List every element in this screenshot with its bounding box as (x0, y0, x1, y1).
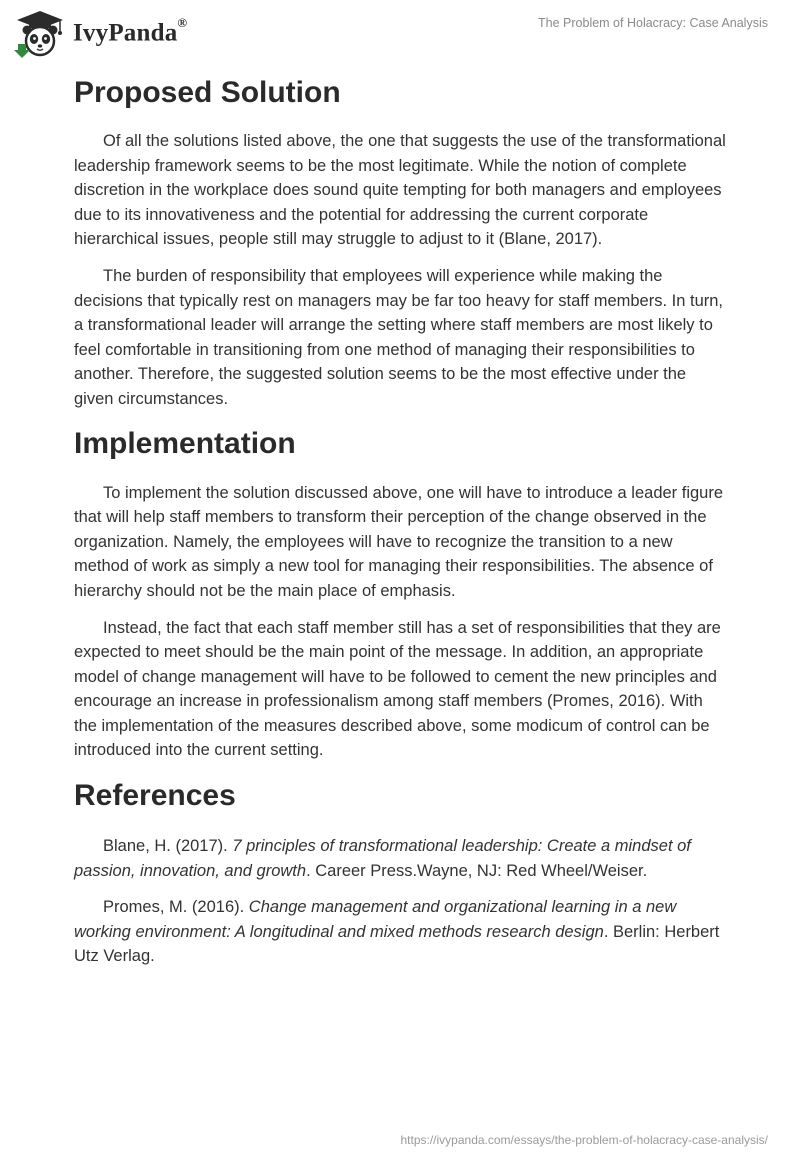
paragraph: The burden of responsibility that employees will experience while making the decisions that typically rest on managers may be far too heavy for staff members. In turn, a transformational leader will arrange the setting where staff members are most likely to feel comfortable in transitioning from one method of managing their responsibilities to another. Therefore, the suggested solution seems to be the most effective under the given circumstances. (74, 266, 723, 408)
reference-publisher: . Career Press.Wayne, NJ: Red Wheel/Weiser. (306, 861, 648, 880)
reference-publisher: . Berlin: Herbert Utz Verlag. (74, 922, 720, 966)
page-header (0, 0, 800, 70)
reference-author: Promes, M. (2016). (103, 898, 249, 917)
reference-item (74, 834, 730, 883)
section-heading-references: References (74, 779, 236, 813)
document-title: The Problem of Holacracy: Case Analysis (538, 16, 768, 30)
brand-name[interactable]: IvyPanda® (73, 15, 188, 47)
reference-title: Change management and organizational learning in a new working environment: A longitudinal and mixed methods research design (74, 898, 677, 941)
reference-item (74, 895, 730, 969)
paragraph: Of all the solutions listed above, the one that suggests the use of the transformational leadership framework seems to be the most legitimate. While the notion of complete discretion in the workplace does sound quite tempting for both managers and employees due to its innovativeness and the potential for addressing the current corporate hierarchical issues, people still may struggle to adjust to it (Blane, 2017). (74, 132, 726, 249)
paragraph: Instead, the fact that each staff member still has a set of responsibilities that they are expected to meet should be the main point of the message. In addition, an appropriate model of change management will have to be followed to cement the new principles and encourage an increase in professionalism among staff members (Promes, 2016). With the implementation of the measures described above, some modicum of control can be introduced into the current setting. (74, 618, 721, 760)
source-url[interactable]: https://ivypanda.com/essays/the-problem-of-holacracy-case-analysis/ (400, 1133, 768, 1147)
registered-mark: ® (177, 15, 188, 30)
paragraph: To implement the solution discussed above, one will have to introduce a leader figure that will help staff members to transform their perception of the change observed in the organization. Namely, the employees will have to recognize the transition to a new method of work as simply a new tool for managing their responsibilities. The absence of hierarchy should not be the main place of emphasis. (74, 483, 724, 600)
reference-title: 7 principles of transformational leadership: Create a mindset of passion, innovation, and growth (74, 837, 691, 880)
ivypanda-logo-icon[interactable] (14, 8, 66, 60)
reference-author: Blane, H. (2017). (103, 837, 233, 856)
essay-content (74, 70, 730, 969)
section-heading-proposed-solution: Proposed Solution (74, 76, 341, 109)
section-heading-implementation: Implementation (74, 426, 296, 460)
